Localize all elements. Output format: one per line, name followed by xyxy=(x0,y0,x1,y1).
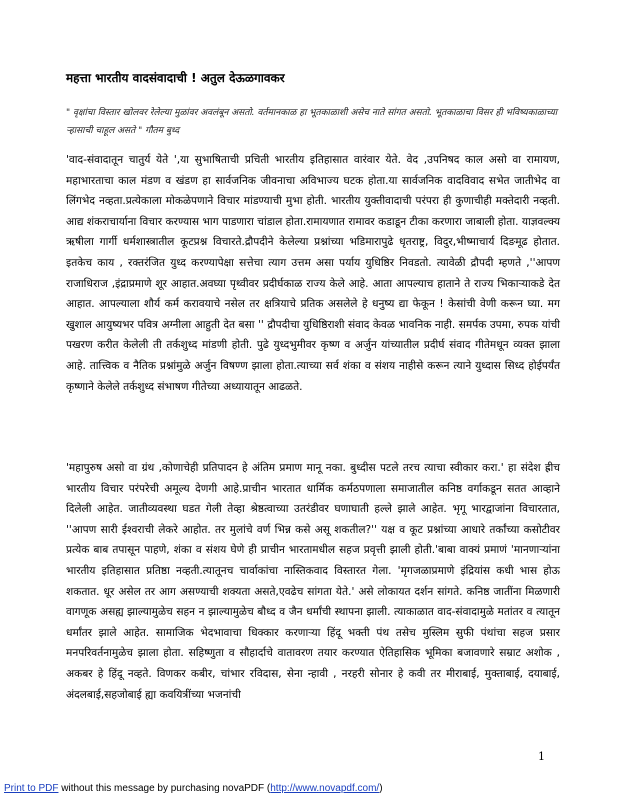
footer-text-end: ) xyxy=(379,783,383,794)
page-number: 1 xyxy=(538,750,545,763)
paragraph-1: 'वाद-संवादातून चातुर्य येते ',या सुभाषिताची प्रचिती भारतीय इतिहासात वारंवार येते. वेद ,उपनिषद काल असो वा रामायण, महाभारताचा काल मंडण व खंडण हा सार्वजनिक जीवनाचा अविभाज्य घटक होता.या सार्वजनिक वादविवाद सभेत जातीभेद वा लिंगभेद नव्हता.प्रत्येकाला मोकळेपणाने विचार मांडण्याची मुभा होती. भारतीय युक्तीवादाची परंपरा ही कुणाचीही मक्तेदारी नव्हती. आद्य शंकराचार्याना विचार करण्यास भाग पाडणारा चांडाल होता.रामायणात रामावर कडाडून टीका करणारा जाबाली होता. याज्ञवल्क्य ऋषीला गार्गी धर्मशास्त्रातील कूटप्रश्न विचारते.द्रौपदीने केलेल्या प्रश्नांच्या भडिमारापुढे धृतराष्ट्र, विदुर,भीष्माचार्य दिङमूढ होतात. इतकेच काय , रक्तरंजित युध्द करण्यापेक्षा सत्तेचा त्याग उत्तम असा पर्याय युधिष्ठिर निवडतो. त्यावेळी द्रौपदी म्हणते ,''आपण राजाधिराज ,इंद्राप्रमाणे शूर आहात.अवघ्या पृथ्वीवर प्रदीर्घकाळ राज्य केले आहे. आता आपल्याच हाताने ते राज्य भिकाऱ्याकडे देत आहात. आपल्याला शौर्य कर्म करावयाचे नसेल तर क्षत्रियाचे प्रतिक असलेले हे धनुष्य द्या फेकून ! केसांची वेणी करून घ्या. मग खुशाल आयुष्यभर पवित्र अग्नीला आहुती देत बसा '' द्रौपदीचा युधिष्ठिराशी संवाद केवळ भावनिक नाही. समर्पक उपमा, रुपक यांची पखरण करीत केलेली ती तर्कशुध्द मांडणी होती. पुढे युध्दभुमीवर कृष्ण व अर्जुन यांच्यातील प्रदीर्घ संवाद गीतेमधून व्यक्त झाला आहे. तात्त्विक व नैतिक प्रश्नांमुळे अर्जुन विषण्ण झाला होता.त्याच्या सर्व शंका व संशय नाहीसे करून त्याने युध्दास सिध्द होईपर्यंत कृष्णाने केलेले तर्कशुध्द संभाषण गीतेच्या अध्यायातून आढळते. xyxy=(66,154,560,393)
article-title: महत्ता भारतीय वादसंवादाची ! अतुल देऊळगावकर xyxy=(66,71,285,85)
paragraph-2: 'महापुरुष असो वा ग्रंथ ,कोणाचेही प्रतिपादन हे अंतिम प्रमाण मानू नका. बुध्दीस पटले तरच त्याचा स्वीकार करा.' हा संदेश ह्रीच भारतीय विचार परंपरेची अमूल्य देणगी आहे.प्राचीन भारतात धार्मिक कर्मठपणाला समाजातील कनिष्ठ वर्गाकडून सतत आव्हाने दिलेली आहेत. जातीव्यवस्था घडत गेली तेव्हा श्रेष्ठत्वाच्या उतरंडीवर घणाघाती हल्ले झाले आहेत. भृगू भारद्वाजांना विचारतात, ''आपण सारी ईश्वराची लेकरे आहोत. तर मुलांचे वर्ण भिन्न कसे असू शकतील?'' यक्ष व कूट प्रश्नांच्या आधारे तर्कांच्या कसोटीवर प्रत्येक बाब तपासून पाहणे, शंका व संशय घेणे ही प्राचीन भारतामधील सहज प्रवृत्ती झाली होती.'बाबा वाक्यं प्रमाणं 'मानणाऱ्यांना भारतीय इतिहासात प्रतिष्ठा नव्हती.त्यातूनच चार्वाकांचा नास्तिकवाद विस्तारत गेला. 'मृगजळाप्रमाणे इंद्रियांस कधी भास होऊ शकतात. धूर असेल तर आग असण्याची शक्यता असते,एवढेच सांगता येते.' असे लोकायत दर्शन सांगते. कनिष्ठ जातींना मिळणारी वागणूक असह्य झाल्यामुळेच सहन न झाल्यामुळेच बौध्द व जैन धर्मांची स्थापना झाली. त्याकाळात वाद-संवादामुळे मतांतर व त्यातून धर्मांतर झाले आहेत. सामाजिक भेदभावाचा धिक्कार करणाऱ्या हिंदू भक्ती पंथ तसेच मुस्लिम सुफी पंथांचा सहज प्रसार मनपरिवर्तनामुळेच झाला होता. सहिष्णुता व सौहार्दाचे वातावरण तयार करण्यात ऐतिहासिक भूमिका बजावणारे सम्राट अशोक , अकबर हे हिंदू नव्हते. विणकर कबीर, चांभार रविदास, सेना न्हावी , नरहरी सोनार हे कवी तर मीराबाई, मुक्ताबाई, दयाबाई, अंदलबाई,सहजोबाई ह्या कवयित्रींच्या भजनांची xyxy=(66,462,560,701)
epigraph-quote: " वृक्षांचा विस्तार खोलवर रेलेल्या मुळांवर अवलंबून असतो. वर्तमानकाळ हा भूतकाळाशी असेच नाते सांगत असतो. भूतकाळाचा विसर ही भविष्यकाळाच्या ऱ्हासाची चाहूल असते " गौतम बुध्द xyxy=(66,108,558,136)
print-to-pdf-link[interactable]: Print to PDF xyxy=(4,783,59,794)
novapdf-link[interactable]: http://www.novapdf.com/ xyxy=(270,783,380,794)
footer-text: without this message by purchasing novaPDF ( xyxy=(58,783,271,794)
pdf-footer xyxy=(4,783,604,794)
